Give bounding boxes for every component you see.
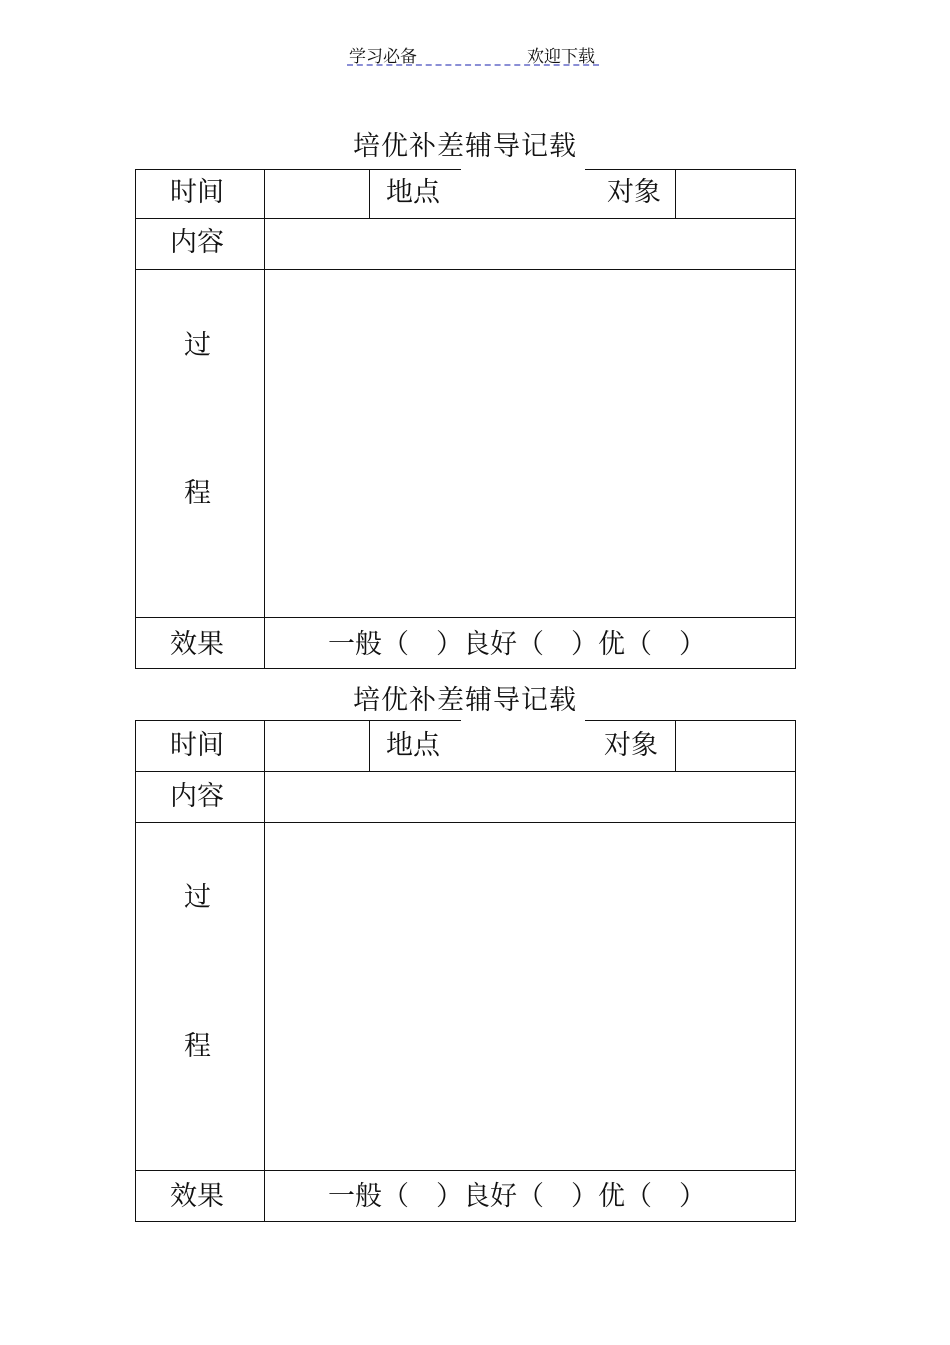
place-label: 地点 bbox=[386, 177, 440, 208]
table-border bbox=[675, 169, 676, 219]
table-border bbox=[369, 169, 370, 219]
table-border-gap bbox=[461, 719, 585, 721]
table-border bbox=[135, 720, 136, 1222]
header-left-text: 学习必备 bbox=[349, 47, 417, 67]
effect-options: 一般（ ）良好（ ）优（ ） bbox=[328, 629, 706, 660]
header-right-text: 欢迎下载 bbox=[527, 47, 595, 67]
table-border bbox=[135, 668, 796, 669]
effect-label: 效果 bbox=[170, 629, 224, 660]
target-label: 对象 bbox=[607, 177, 661, 208]
table-border bbox=[135, 1170, 796, 1171]
page-header bbox=[347, 40, 599, 66]
table-border bbox=[795, 720, 796, 1222]
time-label: 时间 bbox=[170, 177, 224, 208]
record-form bbox=[135, 169, 796, 669]
content-label: 内容 bbox=[170, 781, 224, 812]
table-border bbox=[135, 822, 796, 823]
table-border bbox=[135, 169, 136, 669]
table-border bbox=[135, 218, 796, 219]
table-border bbox=[675, 720, 676, 772]
record-form bbox=[135, 720, 796, 1222]
table-border bbox=[369, 720, 370, 772]
table-border bbox=[135, 771, 796, 772]
effect-options: 一般（ ）良好（ ）优（ ） bbox=[328, 1181, 706, 1212]
table-border bbox=[135, 1221, 796, 1222]
table-border bbox=[795, 169, 796, 669]
form-title: 培优补差辅导记载 bbox=[353, 131, 577, 162]
process-label-char: 过 bbox=[184, 882, 211, 913]
table-border bbox=[135, 617, 796, 618]
table-border bbox=[264, 169, 265, 669]
table-border bbox=[264, 720, 265, 1222]
effect-label: 效果 bbox=[170, 1181, 224, 1212]
target-label: 对象 bbox=[604, 730, 658, 761]
process-label-char: 程 bbox=[184, 478, 211, 509]
form-title: 培优补差辅导记载 bbox=[353, 685, 577, 716]
table-border bbox=[135, 269, 796, 270]
content-label: 内容 bbox=[170, 227, 224, 258]
time-label: 时间 bbox=[170, 730, 224, 761]
place-label: 地点 bbox=[386, 730, 440, 761]
process-label-char: 过 bbox=[184, 330, 211, 361]
process-label-char: 程 bbox=[184, 1031, 211, 1062]
table-border-gap bbox=[461, 168, 585, 170]
